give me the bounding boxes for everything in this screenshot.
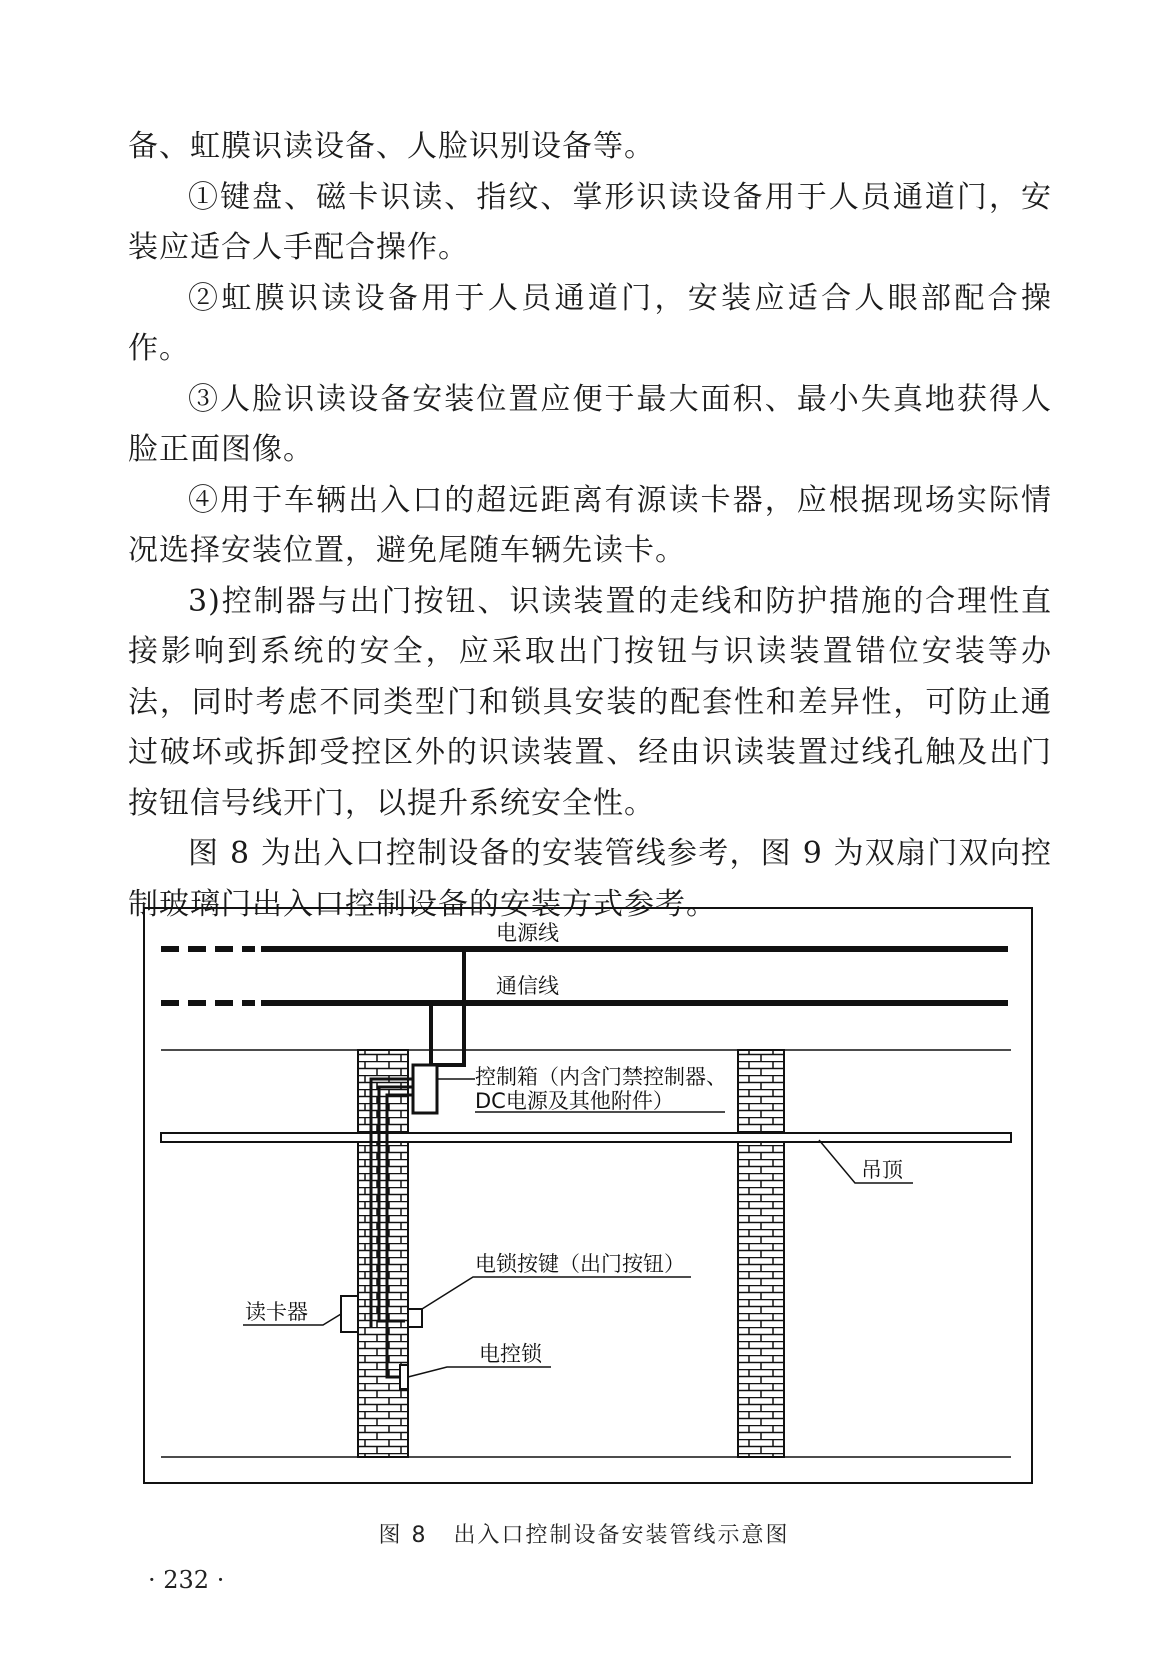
- paragraph-1: ①键盘、磁卡识读、指纹、掌形识读设备用于人员通道门，安装应适合人手配合操作。: [128, 179, 1052, 265]
- body-text: [128, 122, 1052, 930]
- card-reader: [341, 1296, 358, 1332]
- card-reader-label: 读卡器: [245, 1300, 308, 1324]
- diagram-svg: [143, 907, 1033, 1484]
- figure-caption: [0, 1518, 1168, 1549]
- paragraph-2: ②虹膜识读设备用于人员通道门，安装应适合人眼部配合操作。: [128, 280, 1052, 366]
- right-wall: [738, 1050, 784, 1457]
- installation-diagram: [143, 907, 1033, 1484]
- caption-number: 图 8: [378, 1523, 428, 1548]
- electric-lock-leader: [408, 1367, 551, 1377]
- caption-title: 出入口控制设备安装管线示意图: [453, 1523, 790, 1548]
- paragraph-3: ③人脸识读设备安装位置应便于最大面积、最小失真地获得人脸正面图像。: [128, 381, 1052, 467]
- diagram-frame: [144, 908, 1032, 1483]
- paragraph-6: 图 8 为出入口控制设备的安装管线参考，图 9 为双扇门双向控制玻璃门出入口控制设备的安装方式参考。: [128, 836, 1052, 922]
- page-number: · 232 ·: [148, 1566, 225, 1594]
- paragraph-0: 备、虹膜识读设备、人脸识别设备等。: [128, 129, 655, 164]
- electric-lock: [400, 1365, 408, 1389]
- power-line-label: 电源线: [496, 921, 559, 945]
- exit-button-label: 电锁按键（出门按钮）: [475, 1252, 685, 1276]
- left-wall: [358, 1050, 408, 1457]
- ceiling-slab: [161, 1133, 1011, 1142]
- control-box-label-1: 控制箱（内含门禁控制器、: [475, 1065, 727, 1089]
- exit-button-leader: [422, 1277, 691, 1309]
- exit-button: [408, 1309, 422, 1327]
- electric-lock-label: 电控锁: [479, 1342, 542, 1366]
- control-box-label-2: DC电源及其他附件）: [475, 1089, 674, 1113]
- ceiling-label: 吊顶: [861, 1158, 903, 1182]
- paragraph-4: ④用于车辆出入口的超远距离有源读卡器，应根据现场实际情况选择安装位置，避免尾随车辆先读卡。: [128, 482, 1052, 568]
- comm-conduit: [431, 1003, 464, 1065]
- control-box: [413, 1065, 437, 1113]
- comm-line-label: 通信线: [496, 974, 559, 998]
- paragraph-5: 3)控制器与出门按钮、识读装置的走线和防护措施的合理性直接影响到系统的安全，应采取出门按钮与识读装置错位安装等办法，同时考虑不同类型门和锁具安装的配套性和差异性，可防止通过破坏或拆卸受控区外的识读装置、经由识读装置过线孔触及出门按钮信号线开门，以提升系统安全性。: [128, 583, 1052, 821]
- power-conduit: [432, 949, 464, 1065]
